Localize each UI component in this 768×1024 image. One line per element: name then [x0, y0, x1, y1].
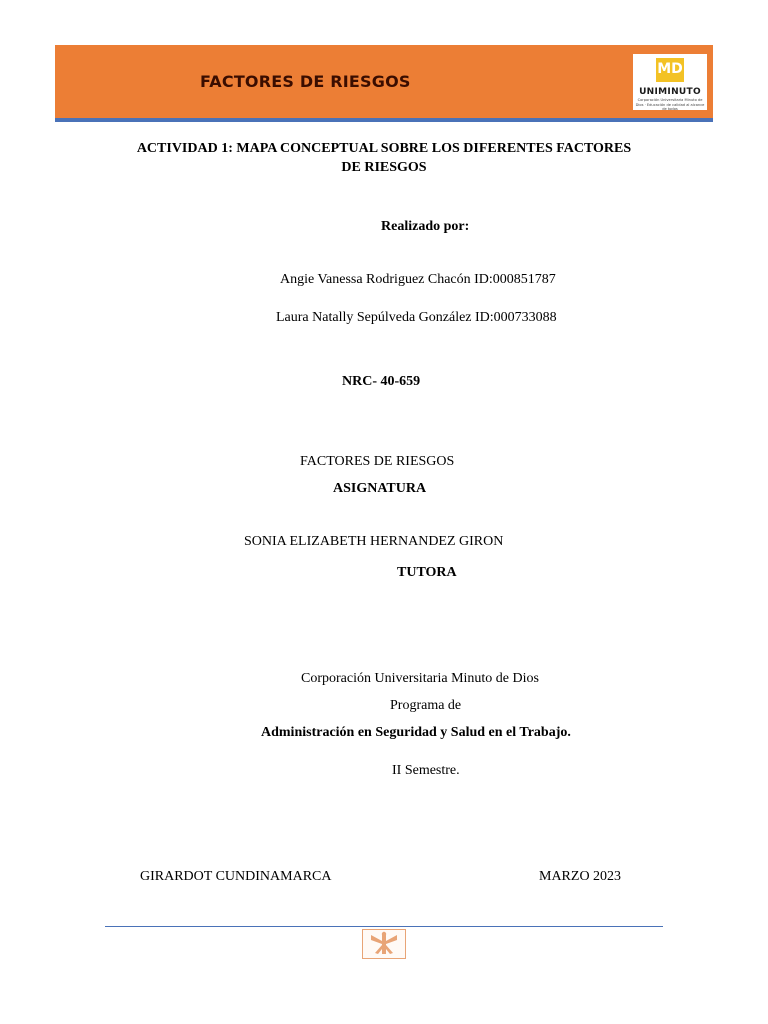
- city: GIRARDOT CUNDINAMARCA: [140, 869, 332, 884]
- course-label: ASIGNATURA: [333, 481, 427, 496]
- header-title: FACTORES DE RIESGOS: [200, 72, 411, 91]
- nrc-code: NRC- 40-659: [342, 374, 421, 389]
- course-name: FACTORES DE RIESGOS: [300, 454, 455, 469]
- logo-tagline: Corporación Universitaria Minuto de Dios · Educación de calidad al alcance de todos: [635, 98, 705, 111]
- footer-divider: [105, 926, 663, 927]
- date: MARZO 2023: [539, 869, 622, 884]
- semester: II Semestre.: [392, 763, 460, 778]
- activity-title-line1: ACTIVIDAD 1: MAPA CONCEPTUAL SOBRE LOS DIFERENTES FACTORES: [136, 141, 632, 156]
- author-2: Laura Natally Sepúlveda González ID:000733088: [276, 310, 557, 325]
- uniminuto-emblem-icon: [369, 931, 399, 957]
- institution-name: Corporación Universitaria Minuto de Dios: [301, 671, 539, 686]
- author-1: Angie Vanessa Rodriguez Chacón ID:000851787: [280, 272, 556, 287]
- activity-title-line2: DE RIESGOS: [341, 160, 427, 175]
- made-by-label: Realizado por:: [381, 219, 470, 234]
- program-name: Administración en Seguridad y Salud en el Trabajo.: [261, 725, 571, 740]
- logo-name: UNIMINUTO: [639, 87, 701, 97]
- tutor-label: TUTORA: [397, 565, 457, 580]
- logo-mark-letters: MD: [657, 61, 683, 77]
- program-label: Programa de: [390, 698, 462, 713]
- tutor-name: SONIA ELIZABETH HERNANDEZ GIRON: [244, 534, 504, 549]
- header-divider: [55, 118, 713, 122]
